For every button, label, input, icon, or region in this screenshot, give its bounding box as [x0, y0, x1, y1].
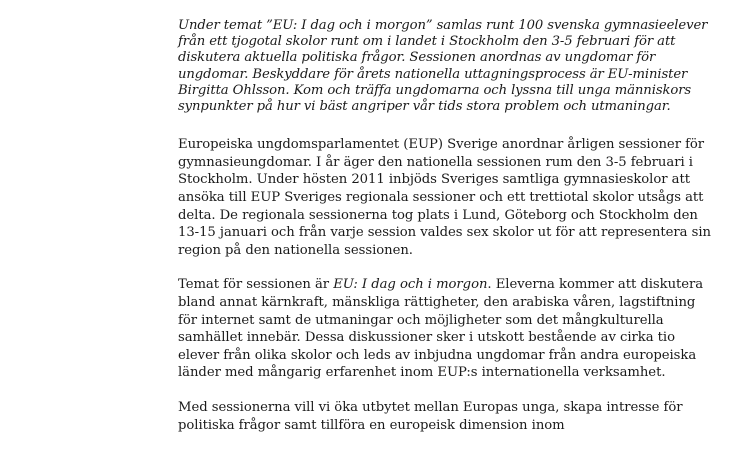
text-line: elever från olika skolor och leds av inbjudna ungdomar från andra europeiska — [178, 347, 697, 363]
intro-line: synpunkter på hur vi bäst angriper vår tids stora problem och utmaningar. — [178, 99, 671, 115]
text-line: samhället innebär. Dessa diskussioner sker i utskott bestående av cirka tio — [178, 330, 675, 346]
text-line: Europeiska ungdomsparlamentet (EUP) Sverige anordnar årligen sessioner för — [178, 137, 705, 153]
text-line: 13-15 januari och från varje session valdes sex skolor ut för att representera sin — [178, 225, 711, 241]
paragraph-theme — [178, 276, 704, 382]
paragraph-eup-sweden — [178, 136, 711, 259]
theme-title: EU: I dag och i morgon — [333, 277, 488, 293]
document-page — [178, 18, 711, 451]
text-line: bland annat kärnkraft, mänskliga rättigheter, den arabiska våren, lagstiftning — [178, 294, 696, 310]
text-line: för internet samt de utmaningar och möjligheter som det mångkulturella — [178, 312, 664, 328]
intro-line: ungdomar. Beskyddare för årets nationella uttagningsprocess är EU-minister — [178, 66, 688, 82]
intro-line: Birgitta Ohlsson. Kom och träffa ungdomarna och lyssna till unga människors — [178, 82, 692, 98]
intro-line: från ett tjogotal skolor runt om i landet i Stockholm den 3-5 februari för att — [178, 34, 676, 50]
intro-line: Under temat ”EU: I dag och i morgon” samlas runt 100 svenska gymnasieelever — [178, 18, 708, 33]
text-line: region på den nationella sessionen. — [178, 242, 413, 258]
text-line — [178, 276, 704, 294]
text-line: länder med mångarig erfarenhet inom EUP:s internationella verksamhet. — [178, 365, 666, 381]
text-line: politiska frågor samt tillföra en europeisk dimension inom — [178, 417, 565, 433]
text-run: Temat för sessionen är — [178, 277, 334, 293]
text-line: Stockholm. Under hösten 2011 inbjöds Sveriges samtliga gymnasieskolor att — [178, 172, 690, 188]
text-line: delta. De regionala sessionerna tog plats i Lund, Göteborg och Stockholm den — [178, 207, 698, 223]
paragraph-goals — [178, 399, 683, 434]
text-run: . Eleverna kommer att diskutera — [487, 277, 704, 293]
intro-line: diskutera aktuella politiska frågor. Sessionen anordnas av ungdomar för — [178, 50, 656, 66]
intro-paragraph — [178, 18, 708, 115]
text-line: Med sessionerna vill vi öka utbytet mellan Europas unga, skapa intresse för — [178, 399, 683, 415]
text-line: gymnasieungdomar. I år äger den nationella sessionen rum den 3-5 februari i — [178, 154, 693, 170]
text-line: ansöka till EUP Sveriges regionala sessioner och ett trettiotal skolor utsågs att — [178, 190, 704, 205]
